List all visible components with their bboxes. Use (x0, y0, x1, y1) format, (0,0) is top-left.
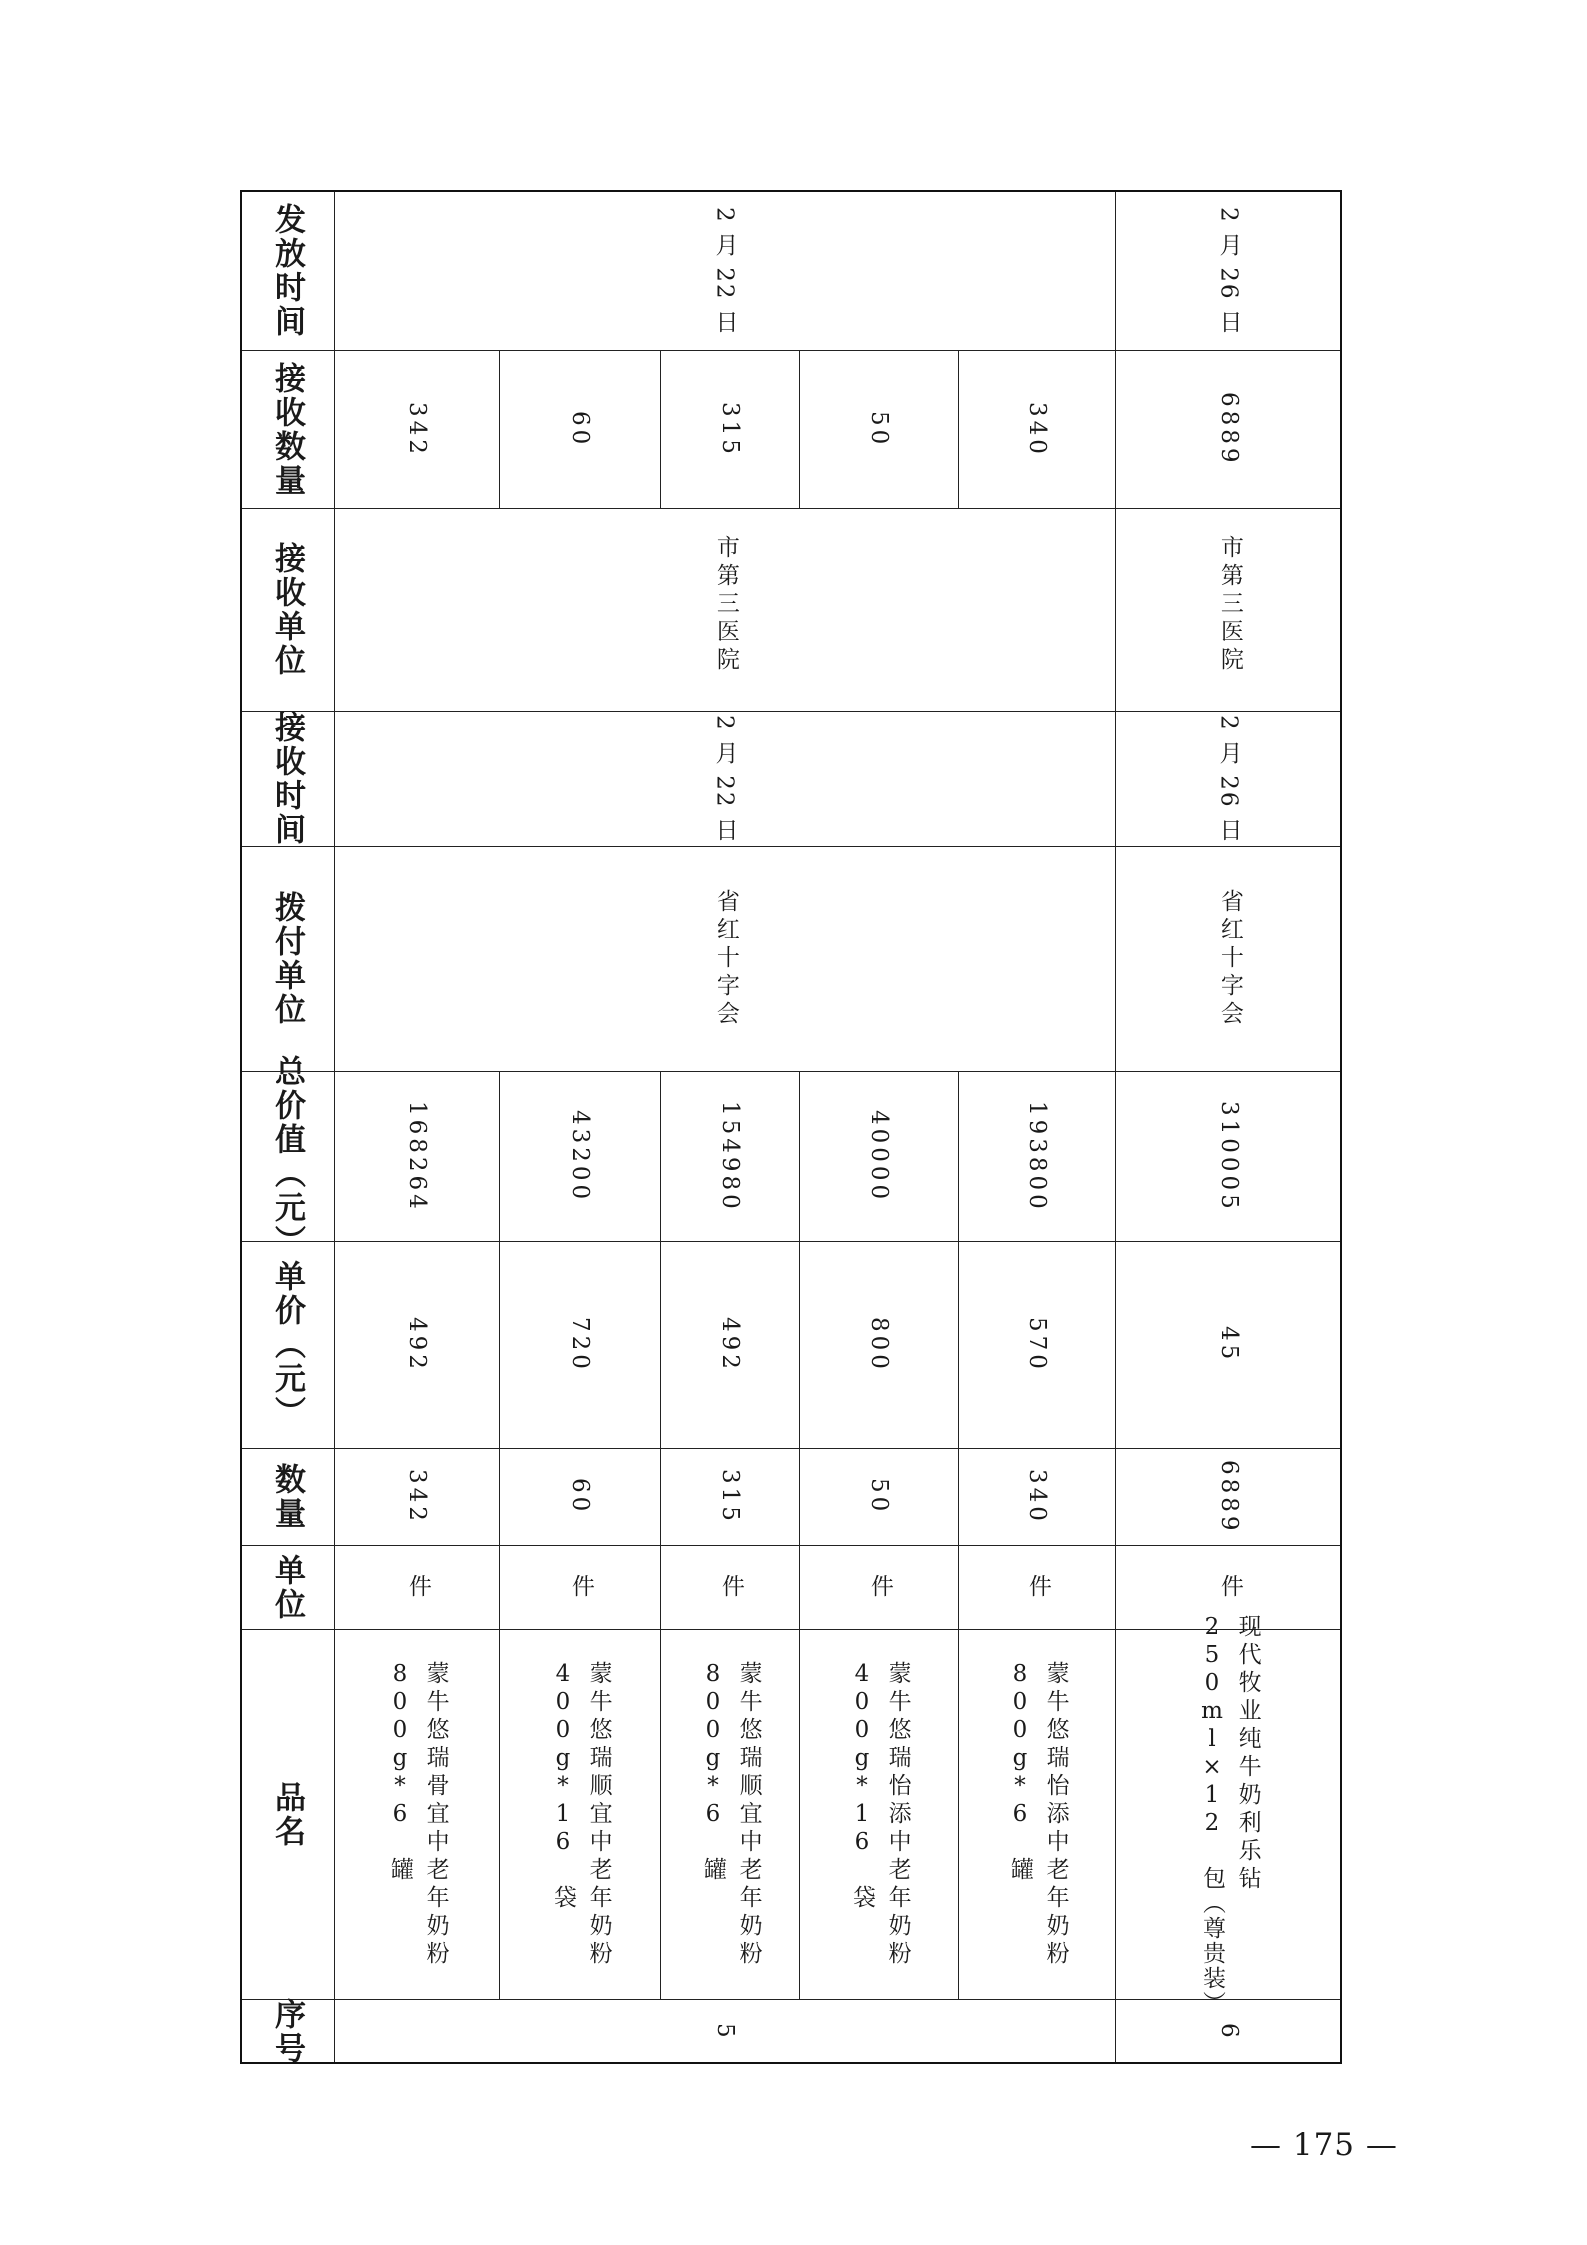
row2-qty: 60 (499, 1448, 660, 1545)
group5-recv-time: 2 月 22 日 (334, 711, 1115, 846)
group5-payer: 省红十字会 (334, 846, 1115, 1071)
row5-price: 570 (958, 1241, 1115, 1448)
row4-name: 蒙牛悠瑞怡添中老年奶粉 400g*16 袋 (799, 1629, 958, 1999)
row1-recv-qty: 342 (334, 350, 499, 508)
group6-recv-unit: 市第三医院 (1115, 508, 1342, 711)
header-total: 总价值（元） (240, 1071, 334, 1241)
row6-total: 310005 (1115, 1071, 1342, 1241)
row5-qty: 340 (958, 1448, 1115, 1545)
header-recv-qty: 接收数量 (240, 350, 334, 508)
row2-unit: 件 (499, 1545, 660, 1629)
row2-total: 43200 (499, 1071, 660, 1241)
header-recv-time: 接收时间 (240, 711, 334, 846)
group5-seq: 5 (334, 1999, 1115, 2064)
row5-total: 193800 (958, 1071, 1115, 1241)
header-unit: 单位 (240, 1545, 334, 1629)
header-seq: 序号 (240, 1999, 334, 2064)
donation-table (240, 190, 1342, 2064)
row6-recv-qty: 6889 (1115, 350, 1342, 508)
row6-name: 现代牧业纯牛奶利乐钻 250ml×12 包（尊贵装） (1115, 1629, 1342, 1999)
group6-seq: 6 (1115, 1999, 1342, 2064)
row3-name: 蒙牛悠瑞顺宜中老年奶粉 800g*6 罐 (660, 1629, 799, 1999)
header-name: 品名 (240, 1629, 334, 1999)
row4-total: 40000 (799, 1071, 958, 1241)
row4-qty: 50 (799, 1448, 958, 1545)
row2-name: 蒙牛悠瑞顺宜中老年奶粉 400g*16 袋 (499, 1629, 660, 1999)
row3-price: 492 (660, 1241, 799, 1448)
row5-unit: 件 (958, 1545, 1115, 1629)
group5-issue-time: 2 月 22 日 (334, 190, 1115, 350)
group5-recv-unit: 市第三医院 (334, 508, 1115, 711)
row4-unit: 件 (799, 1545, 958, 1629)
row2-price: 720 (499, 1241, 660, 1448)
row1-unit: 件 (334, 1545, 499, 1629)
row2-recv-qty: 60 (499, 350, 660, 508)
group6-recv-time: 2 月 26 日 (1115, 711, 1342, 846)
row3-unit: 件 (660, 1545, 799, 1629)
row6-unit: 件 (1115, 1545, 1342, 1629)
row6-qty: 6889 (1115, 1448, 1342, 1545)
group6-issue-time: 2 月 26 日 (1115, 190, 1342, 350)
row5-name: 蒙牛悠瑞怡添中老年奶粉 800g*6 罐 (958, 1629, 1115, 1999)
row3-qty: 315 (660, 1448, 799, 1545)
header-qty: 数量 (240, 1448, 334, 1545)
row3-recv-qty: 315 (660, 350, 799, 508)
row1-total: 168264 (334, 1071, 499, 1241)
row4-price: 800 (799, 1241, 958, 1448)
row1-qty: 342 (334, 1448, 499, 1545)
row1-price: 492 (334, 1241, 499, 1448)
header-price: 单价（元） (240, 1241, 334, 1448)
row1-name: 蒙牛悠瑞骨宜中老年奶粉 800g*6 罐 (334, 1629, 499, 1999)
group6-payer: 省红十字会 (1115, 846, 1342, 1071)
row4-recv-qty: 50 (799, 350, 958, 508)
row5-recv-qty: 340 (958, 350, 1115, 508)
header-issue-time: 发放时间 (240, 190, 334, 350)
row3-total: 154980 (660, 1071, 799, 1241)
header-payer: 拨付单位 (240, 846, 334, 1071)
page-number: — 175 — (1250, 2127, 1398, 2163)
header-recv-unit: 接收单位 (240, 508, 334, 711)
row6-price: 45 (1115, 1241, 1342, 1448)
